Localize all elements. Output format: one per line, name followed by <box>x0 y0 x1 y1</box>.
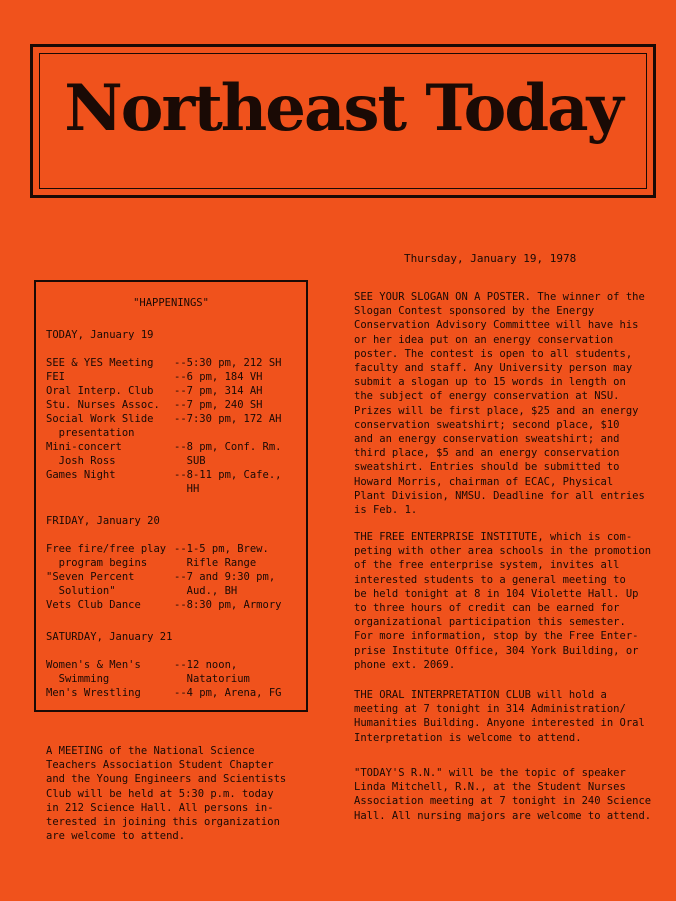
masthead <box>30 44 656 198</box>
event-name: SEE & YES Meeting <box>46 357 154 369</box>
article-oral-interp: THE ORAL INTERPRETATION CLUB will hold a meeting at 7 tonight in 314 Administration/ Humanities Building. Anyone interested in Oral Interpretation is welcome to attend. <box>354 689 645 744</box>
issue-date: Thursday, January 19, 1978 <box>404 252 577 265</box>
event-name: Social Work Slide presentation <box>46 413 154 439</box>
event-time: --1-5 pm, Brew. Rifle Range <box>174 543 269 569</box>
event-time: --4 pm, Arena, FG <box>174 687 282 699</box>
event-name: Mini-concert Josh Ross <box>46 441 122 467</box>
event-name: Free fire/free play program begins <box>46 543 167 569</box>
event-time: --8:30 pm, Armory <box>174 599 282 611</box>
article-slogan: SEE YOUR SLOGAN ON A POSTER. The winner of the Slogan Contest sponsored by the Energy Conservation Advisory Committee will have his or her idea put on an energy conservation poster. The contest is open to all students, faculty and staff. Any University person may submit a slogan up to 15 words in length on the subject of energy conservation at NSU. Prizes will be first place, $25 and an energy conservation sweatshirt; second place, $10 and an energy conservation sweatshirt; and third place, $5 and an energy conservation sweatshirt. Entries should be submitted to Howard Morris, chairman of ECAC, Physical Plant Division, NMSU. Deadline for all entries is Feb. 1. <box>354 291 645 517</box>
event-name: Oral Interp. Club <box>46 385 154 397</box>
event-time: --8 pm, Conf. Rm. SUB <box>174 441 282 467</box>
event-name: Vets Club Dance <box>46 599 141 611</box>
event-time: --12 noon, Natatorium <box>174 659 250 685</box>
article-meeting: A MEETING of the National Science Teachers Association Student Chapter and the Young Engineers and Scientists Club will be held at 5:30 p.m. today in 212 Science Hall. All persons in- terested in joining this organization are welcome to attend. <box>46 745 287 843</box>
happenings-box <box>34 280 308 712</box>
day-heading: FRIDAY, January 20 <box>46 515 160 527</box>
article-todays-rn: "TODAY'S R.N." will be the topic of speaker Linda Mitchell, R.N., at the Student Nurses Association meeting at 7 tonight in 240 Science Hall. All nursing majors are welcome to attend. <box>354 767 652 822</box>
happenings-title: "HAPPENINGS" <box>133 297 209 309</box>
event-time: --7 and 9:30 pm, Aud., BH <box>174 571 276 597</box>
day-heading: TODAY, January 19 <box>46 329 154 341</box>
event-name: Games Night <box>46 469 116 481</box>
event-name: FEI <box>46 371 65 383</box>
event-time: --6 pm, 184 VH <box>174 371 263 383</box>
event-time: --8-11 pm, Cafe., HH <box>174 469 282 495</box>
event-time: --7:30 pm, 172 AH <box>174 413 282 425</box>
event-name: Stu. Nurses Assoc. <box>46 399 160 411</box>
masthead-title: Northeast Today <box>64 71 622 146</box>
event-name: Women's & Men's Swimming <box>46 659 141 685</box>
event-time: --5:30 pm, 212 SH <box>174 357 282 369</box>
event-time: --7 pm, 240 SH <box>174 399 263 411</box>
event-time: --7 pm, 314 AH <box>174 385 263 397</box>
event-name: Men's Wrestling <box>46 687 141 699</box>
day-heading: SATURDAY, January 21 <box>46 631 173 643</box>
article-enterprise: THE FREE ENTERPRISE INSTITUTE, which is com- peting with other area schools in the promotion of the free enterprise system, invites all interested students to a general meeting to be held tonight at 8 in 104 Violette Hall. Up to three hours of credit can be earned for organizational participation this semester. For more information, stop by the Free Enter- prise Institute Office, 304 York Building, or phone ext. 2069. <box>354 531 652 671</box>
event-name: "Seven Percent Solution" <box>46 571 135 597</box>
